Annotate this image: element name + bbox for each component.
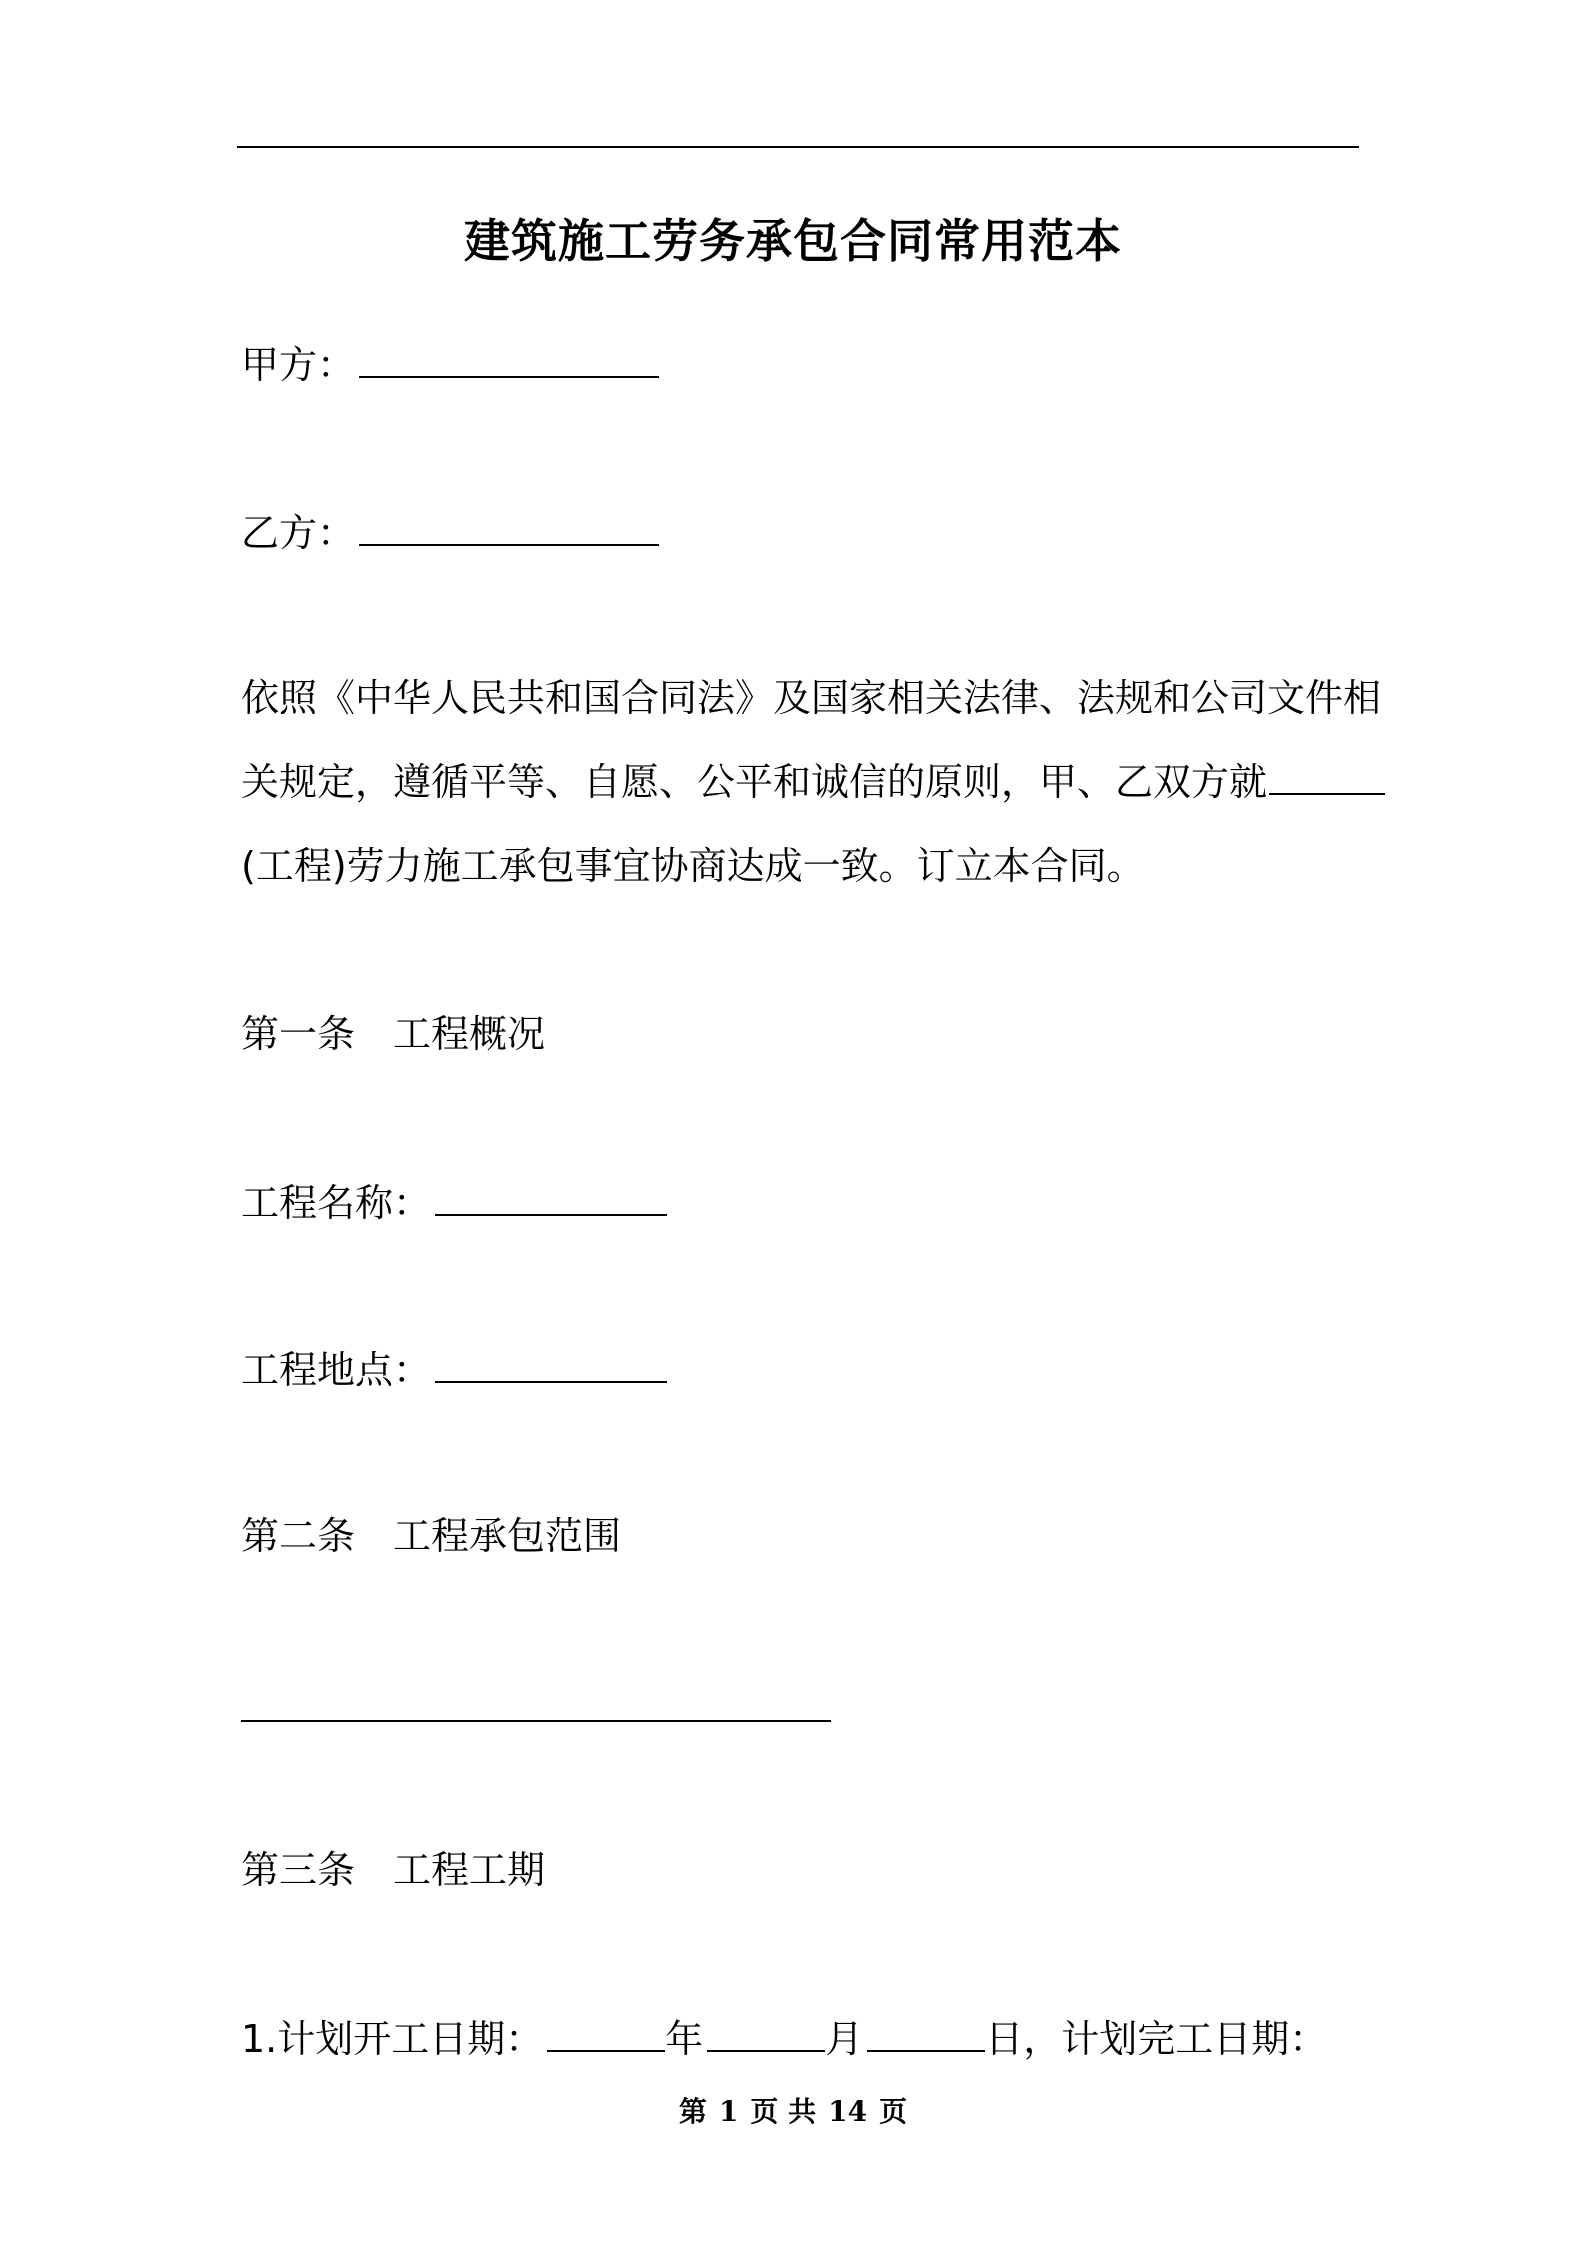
project-location-line: [241, 1341, 667, 1398]
page-footer: [0, 2092, 1586, 2132]
project-location-label: 工程地点：: [241, 1348, 432, 1392]
page-middle: 页 共: [750, 2095, 817, 2128]
article-3-number: 第三条: [241, 1848, 356, 1892]
start-year-blank[interactable]: [547, 2010, 665, 2052]
document-title: 建筑施工劳务承包合同常用范本: [464, 214, 1122, 268]
party-b-blank[interactable]: [359, 504, 659, 546]
article-2-heading: [241, 1508, 621, 1564]
year-char: 年: [665, 2017, 704, 2061]
intro-line-3: (工程)劳力施工承包事宜协商达成一致。订立本合同。: [241, 844, 1145, 888]
project-name-blank[interactable]: [435, 1174, 667, 1216]
day-char: 日，计划完工日期：: [985, 2017, 1328, 2061]
page-suffix: 页: [879, 2095, 908, 2128]
project-name-line: [241, 1174, 667, 1231]
scope-blank-line[interactable]: [241, 1720, 831, 1722]
page-number: 1: [718, 2095, 739, 2128]
article-2-number: 第二条: [241, 1514, 356, 1558]
header-rule: [237, 146, 1359, 148]
article-1-heading: [241, 1006, 545, 1062]
start-month-blank[interactable]: [707, 2010, 825, 2052]
page-total: 14: [828, 2095, 868, 2128]
article-1-title: 工程概况: [393, 1012, 546, 1056]
project-name-label: 工程名称：: [241, 1181, 432, 1225]
month-char: 月: [825, 2017, 864, 2061]
article-3-title: 工程工期: [393, 1848, 546, 1892]
intro-line-1: 依照《中华人民共和国合同法》及国家相关法律、法规和公司文件相: [241, 676, 1382, 720]
intro-line-2: 关规定，遵循平等、自愿、公平和诚信的原则，甲、乙双方就: [241, 760, 1268, 804]
article-2-title: 工程承包范围: [393, 1514, 622, 1558]
party-b-line: [241, 504, 659, 561]
article-1-number: 第一条: [241, 1012, 356, 1056]
article-3-heading: [241, 1842, 545, 1898]
schedule-line: [241, 2010, 1327, 2067]
project-location-blank[interactable]: [435, 1341, 667, 1383]
party-a-blank[interactable]: [359, 336, 659, 378]
party-a-line: [241, 336, 659, 393]
party-b-label: 乙方：: [241, 511, 356, 555]
schedule-prefix: 1.计划开工日期：: [241, 2017, 544, 2061]
page-prefix: 第: [678, 2095, 707, 2128]
start-day-blank[interactable]: [867, 2010, 985, 2052]
party-a-label: 甲方：: [241, 343, 356, 387]
intro-paragraph: [241, 656, 1382, 908]
intro-line-2-wrap: [241, 740, 1359, 824]
project-blank-inline[interactable]: [1269, 753, 1385, 795]
